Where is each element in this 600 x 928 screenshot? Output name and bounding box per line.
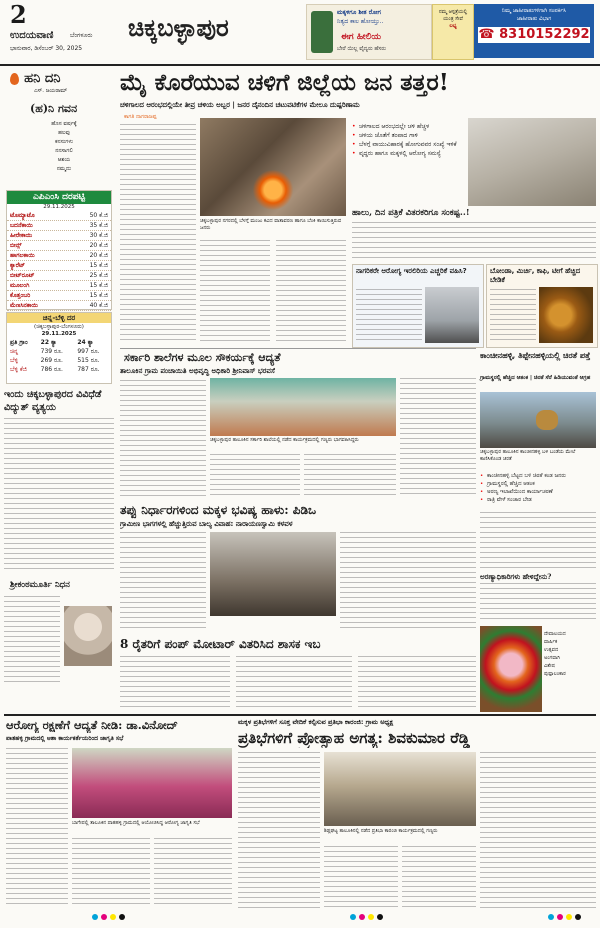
rate-item: ಮೂಲಂಗಿ [10, 282, 30, 289]
leopard-bullet-list [480, 472, 596, 504]
ad-hospital [432, 4, 474, 60]
obituary-headline: ಶ್ರೀಕಂಠಮೂರ್ತಿ ನಿಧನ [10, 580, 70, 590]
rate-item: ಬೀಟ್‌ರೂಟ್ [10, 272, 35, 279]
snack-photo [539, 287, 593, 343]
phone-text: 8310152292 [499, 27, 590, 42]
poem-line: ನಮ್ಮದು [56, 166, 72, 172]
bullet-item: • ಗ್ರಾಮಸ್ಥರಲ್ಲಿ ಹೆಚ್ಚಿದ ಆತಂಕ [480, 480, 596, 488]
leopard-body-text [480, 512, 596, 570]
leopard-figure [536, 410, 558, 430]
gold-table [7, 338, 111, 374]
rate-row [7, 211, 111, 221]
child-headline: ತಪ್ಪು ನಿರ್ಧಾರಗಳಿಂದ ಮಕ್ಕಳ ಭವಿಷ್ಯ ಹಾಳು: ಪಿಡಿಒ [120, 503, 317, 517]
child-photo [210, 532, 336, 616]
gold-cell: 997 ರೂ. [77, 348, 100, 355]
gold-row [7, 347, 111, 356]
talent-photo-caption: ಶಿಡ್ಲಘಟ್ಟ ತಾಲೂಕಿನಲ್ಲಿ ನಡೆದ ಪ್ರತಿಭಾ ಕಾರಂಜಿ ಕಾರ್ಯಕ್ರಮದಲ್ಲಿ ಗಣ್ಯರು [324, 828, 438, 834]
rate-item: ಟೊಮ್ಯಾಟೊ [10, 212, 35, 219]
lead-sidebar-text [352, 222, 596, 262]
rate-item: ಕ್ಯಾರೆಟ್ [10, 262, 25, 269]
school-headline: ತಾಲೂಕಿನ ಗ್ರಾಮ ಪಂಚಾಯಿತಿ ಅಭಿವೃದ್ಧಿ ಅಧಿಕಾರಿ ಶ್ರೀನಿವಾಸ್ ಭರವಸೆ [120, 367, 275, 375]
rate-price: 15 ಕೆ.ಜಿ [89, 292, 108, 299]
rate-price: 20 ಕೆ.ಜಿ [89, 252, 108, 259]
deity-caption-line: ವಾರ್ಷಿಕ [544, 639, 558, 645]
rate-row [7, 271, 111, 281]
ad-cold-medicine [306, 4, 432, 60]
leopard-photo [480, 392, 596, 448]
pump-body-text [236, 656, 352, 708]
talent-body-text [324, 846, 398, 908]
rate-price: 50 ಕೆ.ಜಿ [89, 212, 108, 219]
talent-body-text [402, 846, 476, 908]
snack-box-text [490, 289, 536, 343]
snack-box-title: ಬೋಂಡಾ, ಮಿರ್ಚಿ, ಕಾಫಿ, ಟೀಗೆ ಹೆಚ್ಚಿದ ಬೇಡಿಕೆ [490, 267, 581, 284]
gold-cell: 269 ರೂ. [40, 357, 63, 364]
fire-glow [252, 170, 294, 210]
gold-cell: ಬೆಳ್ಳಿ [10, 357, 18, 364]
bullet-item: • ಬೆಳಗ್ಗೆ ವಾಯುವಿಹಾರಕ್ಕೆ ಹೋಗುವವರ ಸಂಖ್ಯೆ ಇಳಿಕೆ [352, 140, 464, 149]
ad-contact [474, 4, 594, 58]
power-headline: ಇಂದು ಚಿಕ್ಕಬಳ್ಳಾಪುರದ ವಿವಿಧೆಡೆ ವಿದ್ಯುತ್ ವ್ಯತ್ಯಯ [4, 389, 102, 413]
talent-body-text [238, 752, 320, 908]
health-meeting-subheadline: ಪಾತಹಳ್ಳಿ ಗ್ರಾಮದಲ್ಲಿ ಆಶಾ ಕಾರ್ಯಕರ್ತೆಯರಿಂದ ಜಾಗೃತಿ ಸಭೆ [6, 735, 124, 742]
deity-caption-line: ದೇವಾಲಯದ [544, 631, 566, 637]
rate-price: 40 ಕೆ.ಜಿ [89, 302, 108, 309]
bullet-item: • ರಾತ್ರಿ ವೇಳೆ ಸಂಚಾರ ಬೇಡ [480, 496, 596, 504]
honey-drop-icon [10, 73, 19, 85]
school-kicker: ಸರ್ಕಾರಿ ಶಾಲೆಗಳ ಮೂಲ ಸೌಕರ್ಯಕ್ಕೆ ಆದ್ಯತೆ [124, 351, 281, 364]
lead-photo [200, 118, 346, 216]
print-registration-marks [548, 914, 581, 920]
left-column [4, 68, 116, 708]
divider [120, 348, 476, 349]
forest-body-text [480, 583, 596, 623]
bullet-item: • ಚಳಿಗಾಲದ ಆರಂಭದಲ್ಲೇ ಚಳಿ ಹೆಚ್ಚಳ [352, 122, 464, 131]
health-box-title: ನಾಗರಿಕರೇ ಆರೋಗ್ಯ ಇರಲಿರಿಯ ಎಚ್ಚರಿಕೆ ವಹಿಸಿ? [356, 267, 467, 275]
gold-cell: ಚಿನ್ನ [10, 348, 19, 355]
rate-item: ಮೆಣಸಿನಕಾಯಿ [10, 302, 38, 309]
gold-date: 29.11.2025 [41, 331, 77, 337]
leopard-photo-caption: ಚಿಕ್ಕಬಳ್ಳಾಪುರ ತಾಲೂಕಿನ ಕಾಂಚೀನಹಳ್ಳಿ ಬಳಿ ಬಂಡೆಯ ಮೇಲೆ ಕಾಣಿಸಿಕೊಂಡ ಚಿರತೆ [480, 449, 576, 462]
health-meeting-body-text [6, 748, 68, 908]
rate-row [7, 301, 111, 311]
rate-price: 30 ಕೆ.ಜಿ [89, 232, 108, 239]
gold-header-cell: 22 ಕ್ಯಾ [40, 339, 57, 346]
lead-byline: ಕಾಗತಿ ನಾಗರಾಜಪ್ಪ [124, 114, 157, 120]
ad-text: ಮಕ್ಕಳಿಗೂ ಶೀತ ರೋಗ [337, 9, 381, 16]
rates-list [7, 211, 111, 321]
ad-text: ನಮ್ಮ ಆಸ್ಪತ್ರೆಯಲ್ಲಿ [438, 9, 468, 15]
pump-body-text [120, 656, 230, 708]
rate-price: 20 ಕೆ.ಜಿ [89, 242, 108, 249]
lead-side-photo [468, 118, 596, 206]
rates-date: 29.11.2025 [43, 204, 75, 210]
rate-price: 35 ಕೆ.ಜಿ [89, 222, 108, 229]
gold-row [7, 365, 111, 374]
pump-headline: 8 ರೈತರಿಗೆ ಪಂಪ್ ಮೋಟಾರ್ ವಿತರಿಸಿದ ಶಾಸಕ ಇಬ [120, 637, 321, 651]
ad-text: ನಿಮ್ಮ ಜಾಹೀರಾತುಗಳಿಗಾಗಿ ಸಂಪರ್ಕಿಸಿ [501, 8, 567, 14]
bullet-item: • ಕಾಂಚೀನಹಳ್ಳಿ ಬೆಟ್ಟದ ಬಳಿ ಚಿರತೆ ಕಂಡ ಜನರು [480, 472, 596, 480]
health-meeting-caption: ಬಾಗೇಪಲ್ಲಿ ತಾಲೂಕಿನ ಪಾತಹಳ್ಳಿ ಗ್ರಾಮದಲ್ಲಿ ಆಯೋಜಿಸಿದ್ದ ಆರೋಗ್ಯ ಜಾಗೃತಿ ಸಭೆ [72, 820, 200, 826]
bullet-item: • ವೃದ್ಧರು ಹಾಗೂ ಮಕ್ಕಳಲ್ಲಿ ಆರೋಗ್ಯ ಸಮಸ್ಯೆ [352, 149, 464, 158]
rates-title-bar [7, 191, 111, 204]
lead-body-text [120, 124, 196, 220]
bullet-item: • ಚಳಿಯ ಜೊತೆಗೆ ತಂಪಾದ ಗಾಳಿ [352, 131, 464, 140]
health-meeting-body-text [72, 838, 150, 908]
gold-cell: 787 ರೂ. [77, 366, 100, 373]
ad-text: ಬೇರೆ ಯಿಲ್ಲ ವೈದ್ಯರು ಹೆಸರು [337, 46, 386, 52]
poem-title: (ಹ)ನಿ ಗವನ [30, 102, 78, 115]
gold-cell: ಬೆಳ್ಳಿ ಕೆಜಿ [10, 366, 27, 373]
gold-title: ಚಿನ್ನ-ಬೆಳ್ಳಿ ದರ [7, 313, 111, 323]
health-meeting-body-text [154, 838, 232, 908]
obituary-body-text [4, 596, 60, 686]
paper-name: ಉದಯವಾಣಿ [10, 30, 54, 41]
lead-body-text [276, 240, 346, 344]
masthead-city: ಬೆಂಗಳೂರು [70, 32, 93, 39]
health-meeting-photo [72, 748, 232, 818]
rates-title: ಎಪಿಎಂಸಿ ದರಪಟ್ಟಿ [32, 192, 86, 202]
obituary-photo [64, 606, 112, 666]
health-box [352, 264, 484, 348]
brand-name: ಹನಿ ದನಿ [24, 71, 61, 86]
child-body-text [340, 532, 476, 632]
deity-caption-line: ಉತ್ಸವದ [544, 647, 559, 653]
school-body-text [120, 380, 206, 498]
phone-icon: ☎ [478, 27, 495, 42]
snack-box [486, 264, 598, 348]
foggy-road-photo [425, 287, 479, 343]
school-body-text [400, 378, 476, 498]
lead-headline: ಮೈ ಕೊರೆಯುವ ಚಳಿಗೆ ಜಿಲ್ಲೆಯ ಜನ ತತ್ತರ! [120, 69, 449, 96]
gold-cell: 786 ರೂ. [40, 366, 63, 373]
school-body-text [210, 454, 300, 498]
gold-row [7, 356, 111, 365]
school-photo [210, 378, 396, 436]
poem-line: ನನಸಾಗಲಿ [55, 148, 73, 154]
school-photo-caption: ಚಿಕ್ಕಬಳ್ಳಾಪುರ ತಾಲೂಕಿನ ಸರ್ಕಾರಿ ಶಾಲೆಯಲ್ಲಿ ನಡೆದ ಕಾರ್ಯಕ್ರಮದಲ್ಲಿ ಗಣ್ಯರು ಭಾಗವಹಿಸಿದ್ದರು [210, 437, 359, 443]
gold-cell: 515 ರೂ. [77, 357, 100, 364]
rate-item: ಹೀರೇಕಾಯಿ [10, 232, 33, 239]
ad-phone-number [478, 27, 590, 43]
brand-logo [4, 68, 116, 90]
ad-text: ಲಭ್ಯ [449, 23, 457, 29]
gold-header-row [7, 338, 111, 347]
rate-item: ಹಾಗಲಕಾಯಿ [10, 252, 35, 259]
poem-line: ಹಲವು [58, 130, 70, 136]
deity-photo [480, 626, 542, 712]
talent-headline: ಪ್ರತಿಭೆಗಳಿಗೆ ಪ್ರೋತ್ಸಾಹ ಅಗತ್ಯ: ಶಿವಕುಮಾರ ರೆಡ್ಡಿ [238, 729, 470, 747]
school-body-text [304, 454, 396, 498]
rate-row [7, 291, 111, 301]
print-registration-marks [350, 914, 383, 920]
print-registration-marks [92, 914, 125, 920]
gold-header-cell: 24 ಕ್ಯಾ [77, 339, 94, 346]
lead-body-text [200, 240, 270, 344]
lead-sidebar-title: ಹಾಲು, ದಿನ ಪತ್ರಿಕೆ ವಿತರಕರಿಗೂ ಸಂಕಷ್ಟ..! [352, 208, 470, 218]
gold-sub: (ಚಿಕ್ಕಬಳ್ಳಾಪುರ-ಬೆಂಗಳೂರು) [34, 324, 84, 330]
brand-sub: ಎಸ್. ಜಯರಾಮ್ [34, 88, 68, 94]
page-number: 2 [10, 0, 27, 29]
health-meeting-headline: ಆರೋಗ್ಯ ರಕ್ಷಣೆಗೆ ಆದ್ಯತೆ ನೀಡಿ: ಡಾ.ವಿನೋದ್ [6, 718, 178, 732]
rate-row [7, 281, 111, 291]
deity-caption-line: ವಿಶೇಷ [544, 663, 556, 669]
divider [4, 714, 596, 716]
power-body-text [4, 418, 114, 572]
rate-item: ಬೀನ್ಸ್ [10, 242, 22, 249]
gold-rates-box [6, 312, 112, 384]
talent-kicker: ಮಕ್ಕಳ ಪ್ರತಿಭೆಗಳಿಗೆ ಸೂಕ್ತ ವೇದಿಕೆ ಕಲ್ಪಿಸುವ ಪ್ರತಿಭಾ ಕಾರಂಜಿ: ಗ್ರಾಮ ಅಧ್ಯಕ್ಷ [238, 718, 394, 726]
apmc-rates-box [6, 190, 112, 310]
lead-bullet-list [352, 122, 464, 158]
poem [34, 120, 94, 174]
health-box-text [356, 289, 422, 343]
rate-item: ಬದನೆಕಾಯಿ [10, 222, 33, 229]
child-subheadline: ಗ್ರಾಮೀಣ ಭಾಗಗಳಲ್ಲಿ ಹೆಚ್ಚುತ್ತಿರುವ ಬಾಲ್ಯ ವಿವಾಹ: ನಾರಾಯಣಸ್ವಾಮಿ ಕಳವಳ [120, 520, 293, 528]
bullet-item: • ಅರಣ್ಯ ಇಲಾಖೆಯಿಂದ ಕಾರ್ಯಾಚರಣೆ [480, 488, 596, 496]
talent-photo [324, 752, 476, 826]
poem-line: ಹೊಸ ವರ್ಷಕ್ಕೆ [51, 121, 77, 127]
deity-caption [544, 630, 596, 678]
rate-item: ಕೊತ್ತಂಬರಿ [10, 292, 31, 299]
masthead [0, 0, 600, 66]
rate-price: 15 ಕೆ.ಜಿ [89, 262, 108, 269]
gold-header-cell: ಪ್ರತಿ ಗ್ರಾಂ [10, 339, 28, 346]
deity-caption-line: ಅಂಗವಾಗಿ [544, 655, 560, 661]
leopard-subheadline: ಗ್ರಾಮಸ್ಥರಲ್ಲಿ ಹೆಚ್ಚಿದ ಆತಂಕ | ಚಿರತೆ ಸೆರೆ ಹಿಡಿಯುವಂತೆ ಆಗ್ರಹ [480, 375, 591, 381]
ad-phone-image [311, 11, 333, 53]
pump-body-text [358, 656, 476, 708]
rate-row [7, 251, 111, 261]
lead-subheadline: ಚಳಿಗಾಲದ ಆರಂಭದಲ್ಲಿಯೇ ತೀವ್ರ ಚಳಿಯ ಅಬ್ಬರ | ಜನರ ದೈನಂದಿನ ಚಟುವಟಿಕೆಗಳ ಮೇಲೂ ದುಷ್ಪರಿಣಾಮ [120, 101, 360, 109]
ad-text: ಯಂತ್ರ ಸೇವೆ [443, 16, 463, 22]
section-title: ಚಿಕ್ಕಬಳ್ಳಾಪುರ [128, 13, 229, 42]
child-body-text [120, 532, 206, 632]
rate-price: 25 ಕೆ.ಜಿ [89, 272, 108, 279]
rate-row [7, 241, 111, 251]
poem-line: ಕನಸುಗಳು [55, 139, 73, 145]
poem-line: ಆಶಯ [57, 157, 71, 163]
rate-row [7, 221, 111, 231]
ad-text: ಜಾಹೀರಾತು ವಿಭಾಗ [516, 16, 552, 22]
talent-body-text [480, 752, 596, 908]
gold-cell: 739 ರೂ. [40, 348, 63, 355]
rate-price: 15 ಕೆ.ಜಿ [89, 282, 108, 289]
lead-photo-caption: ಚಿಕ್ಕಬಳ್ಳಾಪುರ ನಗರದಲ್ಲಿ ಬೆಳಗ್ಗೆ ಮಂಜು ಕವಿದ ವಾತಾವರಣ ಹಾಗೂ ಬೆಂಕಿ ಕಾಯಿಸುತ್ತಿರುವ ಜನರು [200, 218, 342, 231]
forest-title: ಅರಣ್ಯಾಧಿಕಾರಿಗಳು ಹೇಳಿದ್ದೇನು? [480, 572, 552, 581]
ad-text: ನಿತ್ಯದ ಕಾಲ ಹೋಯ್ತು.. [337, 18, 384, 25]
deity-caption-line: ಪುಷ್ಪಾಲಂಕಾರ [544, 671, 566, 677]
lead-body-text [120, 224, 196, 344]
ad-text: ಈಗ ಹೀಲಿಯ [341, 32, 381, 42]
masthead-date: ಭಾನುವಾರ, ಡಿಸೆಂಬರ್ 30, 2025 [10, 45, 83, 52]
rate-row [7, 231, 111, 241]
rate-row [7, 261, 111, 271]
leopard-headline: ಕಾಂಚೀನಹಳ್ಳಿ, ತಿಪ್ಪೇನಹಳ್ಳಿಯಲ್ಲಿ ಚಿರತೆ ಪತ್ತೆ [480, 350, 591, 360]
